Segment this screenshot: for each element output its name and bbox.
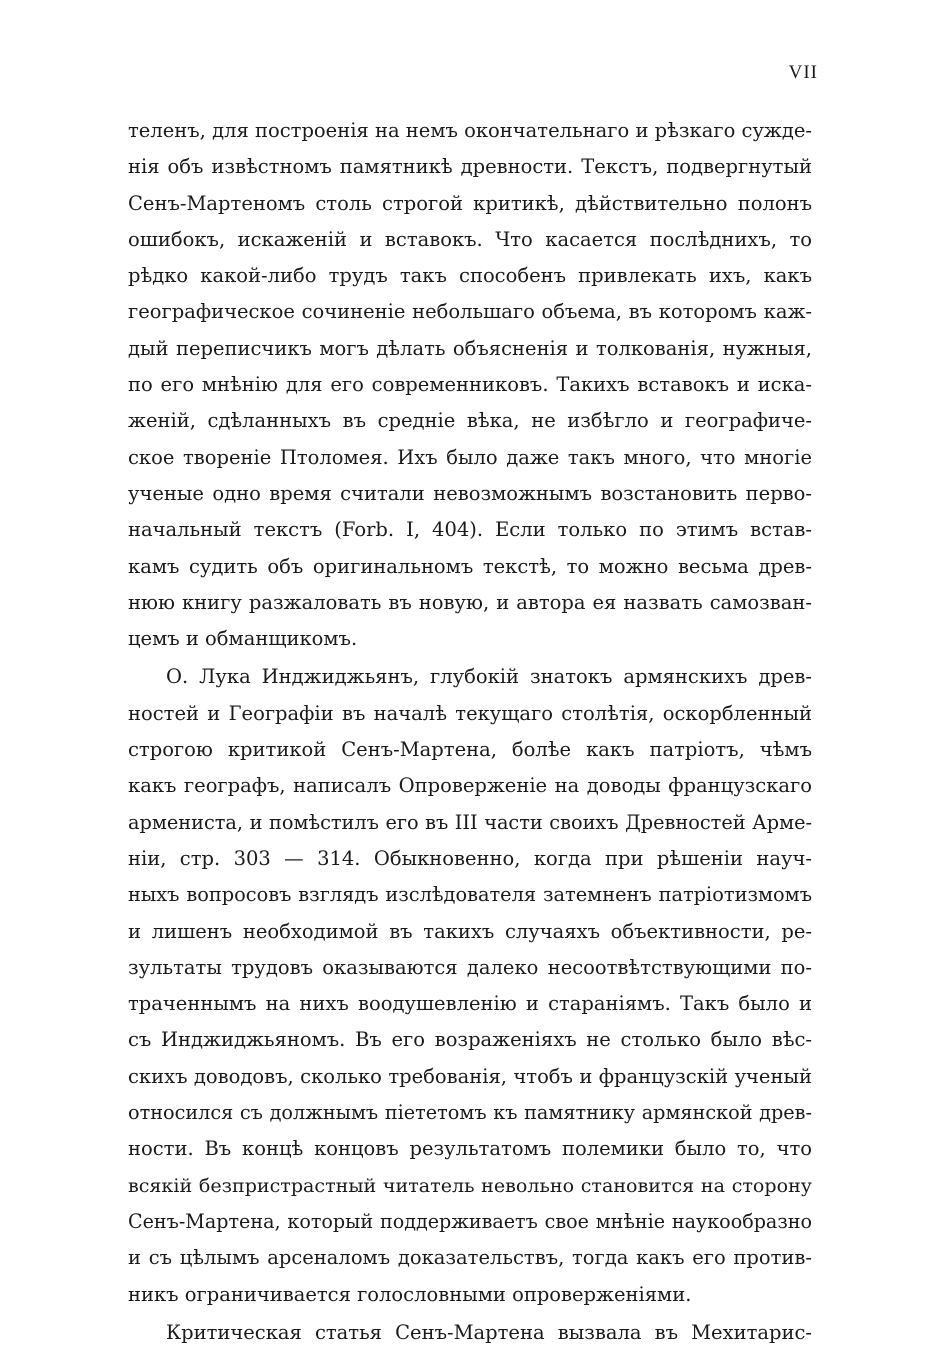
text-line: О. Лука Инджиджьянъ, глубокій знатокъ армянскихъ древ- [166,665,812,689]
text-line: траченнымъ на нихъ воодушевленію и стараніямъ. Такъ было и [128,992,812,1016]
text-line: нюю книгу разжаловать въ новую, и автора ея назвать самозван- [128,590,812,614]
text-line: Сенъ-Мартена, который поддерживаетъ свое мнѣніе наукообразно [128,1209,812,1233]
text-line: теленъ, для построенія на немъ окончательнаго и рѣзкаго сужде- [128,119,812,142]
text-line: строгою критикой Сенъ-Мартена, болѣе какъ патріотъ, чѣмъ [128,738,812,762]
text-line: начальный текстъ (Forb. I, 404). Если только по этимъ встав- [128,518,812,542]
text-line: всякій безпристрастный читатель невольно становится на сторону [128,1174,812,1197]
text-line: Критическая статья Сенъ-Мартена вызвала въ Мехитарис- [166,1320,812,1344]
paragraph-2 [128,659,812,1312]
text-line: ности. Въ концѣ концовъ результатомъ полемики было то, что [128,1137,812,1161]
text-line: по его мнѣнію для его современниковъ. Такихъ вставокъ и иска- [128,373,812,397]
paragraph-1 [128,113,812,657]
text-line: цемъ и обманщикомъ. [128,627,358,651]
text-line: какъ географъ, написалъ Опроверженіе на доводы французскаго [128,774,812,798]
text-line: съ Инджиджьяномъ. Въ его возраженіяхъ не столько было вѣс- [128,1028,812,1052]
text-line: и съ цѣлымъ арсеналомъ доказательствъ, тогда какъ его против- [128,1246,812,1270]
text-line: ніи, стр. 303 — 314. Обыкновенно, когда при рѣшеніи науч- [128,846,812,870]
text-line: ностей и Географіи въ началѣ текущаго столѣтія, оскорбленный [128,701,812,725]
body-text [128,113,812,1351]
text-line: рѣдко какой-либо трудъ такъ способенъ привлекать ихъ, какъ [128,264,812,288]
text-line: скихъ доводовъ, сколько требованія, чтобъ и французскій ученый [128,1064,812,1088]
text-line: и лишенъ необходимой въ такихъ случаяхъ объективности, ре- [128,919,812,943]
text-line: ское твореніе Птоломея. Ихъ было даже такъ много, что многіе [128,445,812,469]
text-line: ныхъ вопросовъ взглядъ изслѣдователя затемненъ патріотизмомъ [128,883,812,907]
text-line: камъ судить объ оригинальномъ текстѣ, то можно весьма древ- [128,554,812,578]
text-line: ученые одно время считали невозможнымъ возстановить перво- [128,481,812,505]
text-line: относился съ должнымъ піететомъ къ памятнику армянской древ- [128,1101,812,1125]
text-line: армениста, и помѣстилъ его въ III части своихъ Древностей Арме- [128,810,812,834]
text-line: дый переписчикъ могъ дѣлать объясненія и толкованія, нужныя, [128,336,812,360]
text-line: географическое сочиненіе небольшаго объема, въ которомъ каж- [128,300,812,324]
text-line: ошибокъ, искаженій и вставокъ. Что касается послѣднихъ, то [128,227,812,251]
text-line: никъ ограничивается голословными опроверженіями. [128,1282,692,1306]
page-number: VII [788,62,818,83]
text-line: Сенъ-Мартеномъ столь строгой критикѣ, дѣйствительно полонъ [128,191,812,215]
text-line: нія объ извѣстномъ памятникѣ древности. Текстъ, подвергнутый [128,155,812,179]
text-line: женій, сдѣланныхъ въ средніе вѣка, не избѣгло и географиче- [128,409,812,433]
text-line: зультаты трудовъ оказываются далеко несоотвѣтствующими по- [128,955,812,979]
